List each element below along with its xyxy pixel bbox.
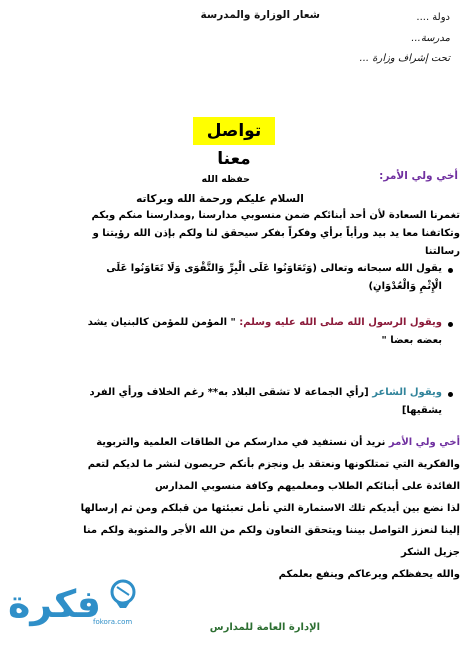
body-line: إلينا لنعزز التواصل بيننا ويتحقق التعاون ولكم من الله الأجر والمثوبة ولكم منا — [83, 525, 460, 536]
ministry-line: تحت إشراف وزارة ... — [359, 53, 450, 64]
watermark-url: fokora.com — [93, 618, 133, 626]
blessing-text: حفظه الله — [201, 174, 250, 185]
watermark-text: فكرة — [8, 582, 102, 626]
body-paragraph — [14, 432, 460, 586]
bullet-dot — [448, 268, 453, 273]
quran-quote — [14, 260, 442, 296]
body-line: والفكرية التي تمتلكونها ونعتقد بل ونجزم بأنكم حريصون لنشر ما لديكم لتعم — [87, 459, 460, 470]
watermark-logo — [8, 578, 148, 628]
intro-paragraph — [14, 207, 460, 261]
page-title: تواصل معنا — [193, 117, 275, 145]
hadith-quote — [14, 314, 442, 350]
quote-line: بعضه بعضا " — [381, 335, 442, 346]
intro-line: تغمرنا السعادة لأن أحد أبنائكم ضمن منسوبي مدارسنا ,ومدارسنا منكم وبكم — [91, 210, 460, 221]
body-line: نريد أن نستفيد في مدارسكم من الطاقات العلمية والتربوية — [96, 437, 386, 448]
body-line: لذا نضع بين أيديكم تلك الاستمارة التي نأمل تعبئتها من قبلكم ومن ثم إرسالها — [80, 503, 460, 514]
body-line: جزيل الشكر — [401, 547, 460, 558]
quote-line: الْإِثْمِ وَالْعُدْوَانِ) — [368, 281, 442, 292]
greeting-line: السلام عليكم ورحمة الله وبركاته — [136, 193, 304, 205]
signature: الإدارة العامة للمدارس — [209, 622, 320, 633]
body-line: والله يحفظكم ويرعاكم وينفع بعلمكم — [278, 569, 460, 580]
poet-quote — [14, 384, 442, 420]
body-addressee: أخي ولي الأمر — [388, 437, 460, 448]
quote-line: يقول الله سبحانه وتعالى (وَتَعَاوَنُوا عَلَى الْبِرِّ وَالتَّقْوَى وَلَا تَعَاوَنُوا عَلَى — [106, 263, 442, 274]
poet-lead: ويقول الشاعر — [372, 387, 442, 398]
bullet-dot — [448, 392, 453, 397]
bullet-dot — [448, 322, 453, 327]
quote-line: [رأي الجماعة لا تشقى البلاد به** رغم الخلاف ورأي الفرد — [89, 387, 369, 398]
school-line: مدرسة... — [411, 33, 450, 44]
addressee-label: أخي ولي الأمر: — [379, 170, 458, 182]
hadith-lead: ويقول الرسول الله صلى الله عليه وسلم: — [239, 317, 442, 328]
country-line: دولة .... — [416, 12, 450, 23]
intro-line: وتكاتفنا معا يد بيد ورأياً برأي وفكراً بفكر سيحقق لنا ولكم بإذن الله رؤيتنا و — [92, 228, 460, 239]
quote-line: " المؤمن للمؤمن كالبنيان يشد — [87, 317, 236, 328]
logo-placeholder-line: شعار الوزارة والمدرسة — [200, 9, 320, 21]
intro-line: رسالتنا — [424, 246, 460, 257]
body-line: الفائدة على أبنائكم الطلاب ومعلميهم وكافة منسوبي المدارس — [155, 481, 460, 492]
quote-line: يشقيها] — [401, 405, 442, 416]
